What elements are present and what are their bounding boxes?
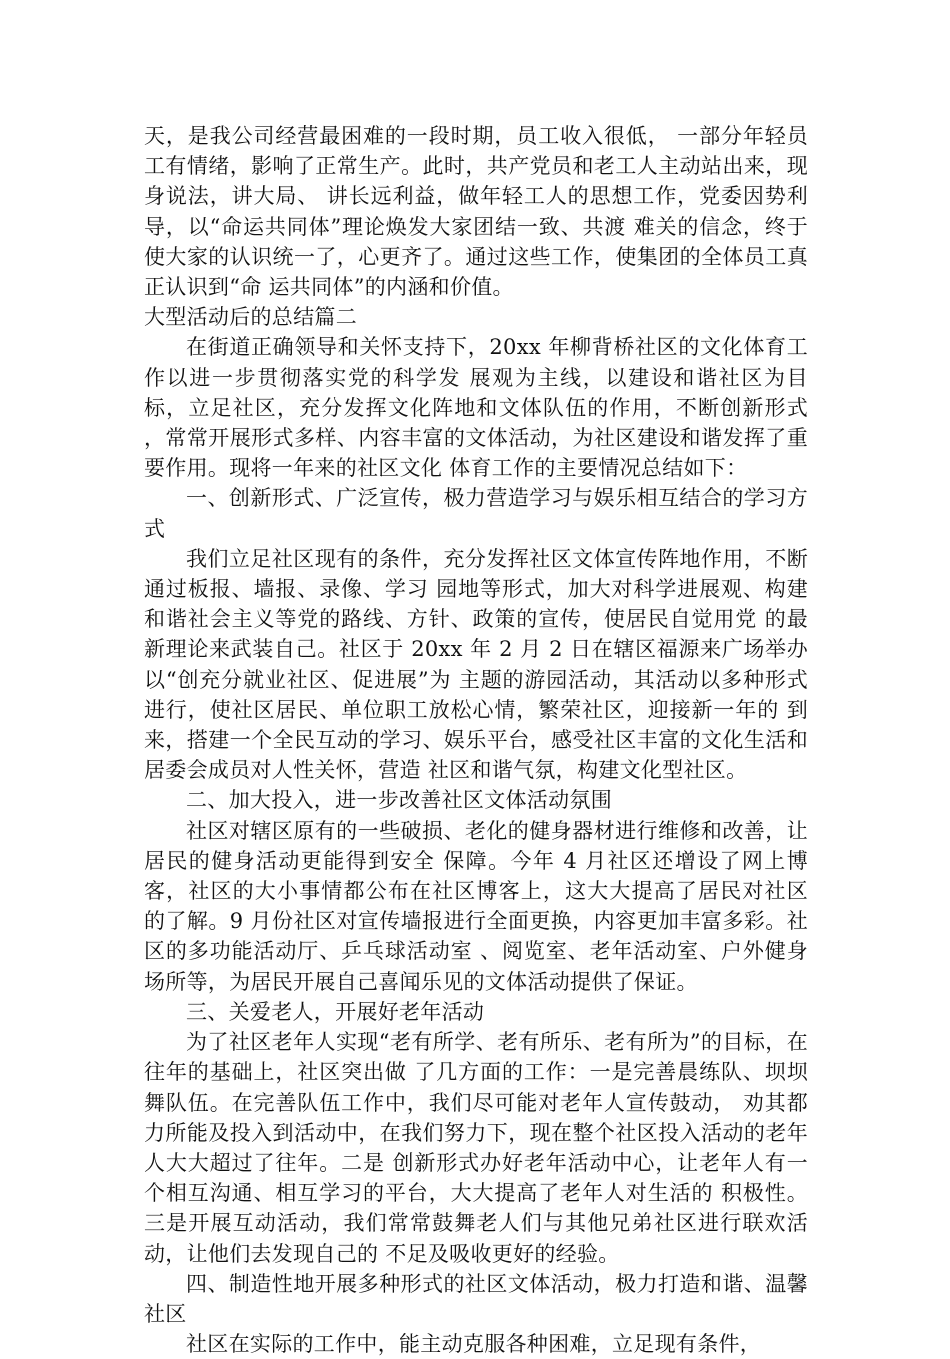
section-title: 大型活动后的总结篇二 (144, 305, 357, 330)
paragraph-continuation: 天，是我公司经营最困难的一段时期，员工收入很低， 一部分年轻员工有情绪，影响了正常生产。此时，共产党员和老工人主动站出来，现身说法，讲大局、 讲长远利益，做年轻工人的思想工作，党委因势利导，以“命运共同体”理论焕发大家团结一致、共渡 难关的信念，终于使大家的认识统一了，心更齐了。通过这些工作，使集团的全体员工真正认识到“命 运共同体”的内涵和价值。 (144, 124, 808, 300)
paragraph-section-2: 社区对辖区原有的一些破损、老化的健身器材进行维修和改善，让居民的健身活动更能得到安全 保障。今年 4 月社区还增设了网上博客，社区的大小事情都公布在社区博客上，这大大提高了居民对社区 的了解。9 月份社区对宣传墙报进行全面更换，内容更加丰富多彩。社区的多功能活动厅、乒乓球活动室 、阅览室、老年活动室、户外健身场所等，为居民开展自己喜闻乐见的文体活动提供了保证。 (144, 818, 808, 994)
document-body (144, 121, 808, 1359)
paragraph-section-3: 为了社区老年人实现“老有所学、老有所乐、老有所为”的目标，在往年的基础上，社区突出做 了几方面的工作：一是完善晨练队、坝坝舞队伍。在完善队伍工作中，我们尽可能对老年人宣传鼓动， 劝其都力所能及投入到活动中，在我们努力下，现在整个社区投入活动的老年人大大超过了往年。二是 创新形式办好老年活动中心，让老年人有一个相互沟通、相互学习的平台，大大提高了老年人对生活的 积极性。三是开展互动活动，我们常常鼓舞老人们与其他兄弟社区进行联欢活动，让他们去发现自己的 不足及吸收更好的经验。 (144, 1030, 808, 1266)
paragraph-intro: 在街道正确领导和关怀支持下，20xx 年柳背桥社区的文化体育工作以进一步贯彻落实党的科学发 展观为主线，以建设和谐社区为目标，立足社区，充分发挥文化阵地和文体队伍的作用，不断创新形式 ，常常开展形式多样、内容丰富的文体活动，为社区建设和谐发挥了重要作用。现将一年来的社区文化 体育工作的主要情况总结如下： (144, 335, 808, 481)
section-heading-1: 一、创新形式、广泛宣传，极力营造学习与娱乐相互结合的学习方式 (144, 486, 808, 541)
paragraph-section-4: 社区在实际的工作中，能主动克服各种困难，立足现有条件， (186, 1332, 762, 1357)
section-heading-3: 三、关爱老人，开展好老年活动 (186, 999, 485, 1024)
paragraph-section-1: 我们立足社区现有的条件，充分发挥社区文体宣传阵地作用，不断通过板报、墙报、录像、学习 园地等形式，加大对科学进展观、构建和谐社会主义等党的路线、方针、政策的宣传，使居民自觉用党 的最新理论来武装自己。社区于 20xx 年 2 月 2 日在辖区福源来广场举办以“创充分就业社区、促进展”为 主题的游园活动，其活动以多种形式进行，使社区居民、单位职工放松心情，繁荣社区，迎接新一年的 到来，搭建一个全民互动的学习、娱乐平台，感受社区丰富的文化生活和居委会成员对人性关怀，营造 社区和谐气氛，构建文化型社区。 (144, 546, 808, 783)
section-heading-4: 四、制造性地开展多种形式的社区文体活动，极力打造和谐、温馨社区 (144, 1271, 808, 1326)
section-heading-2: 二、加大投入，进一步改善社区文体活动氛围 (186, 788, 612, 813)
